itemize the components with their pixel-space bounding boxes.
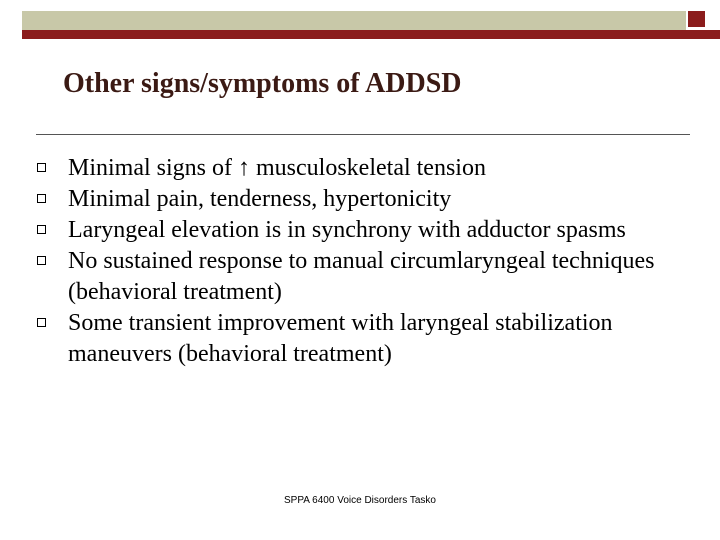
list-item (0, 308, 720, 370)
list-item (0, 153, 720, 184)
bullet-text: Some transient improvement with laryngeal stabilization maneuvers (behavioral treatment) (68, 310, 613, 367)
list-item (0, 215, 720, 246)
bullet-text: No sustained response to manual circumlaryngeal techniques (behavioral treatment) (68, 248, 655, 305)
bullet-text: Laryngeal elevation is in synchrony with adductor spasms (68, 217, 626, 243)
corner-square (688, 11, 705, 27)
bullet-list (0, 153, 720, 370)
slide-footer: SPPA 6400 Voice Disorders Tasko (284, 495, 436, 506)
maroon-band (22, 30, 720, 39)
square-bullet-icon (37, 256, 46, 265)
bullet-text: Minimal pain, tenderness, hypertonicity (68, 186, 452, 212)
bullet-text: Minimal signs of ↑ musculoskeletal tension (68, 155, 486, 181)
square-bullet-icon (37, 225, 46, 234)
olive-band (22, 11, 686, 30)
title-divider (36, 134, 690, 135)
slide-title: Other signs/symptoms of ADDSD (63, 68, 462, 99)
square-bullet-icon (37, 318, 46, 327)
square-bullet-icon (37, 194, 46, 203)
list-item (0, 246, 720, 308)
square-bullet-icon (37, 163, 46, 172)
top-decorative-bar (0, 0, 720, 44)
list-item (0, 184, 720, 215)
